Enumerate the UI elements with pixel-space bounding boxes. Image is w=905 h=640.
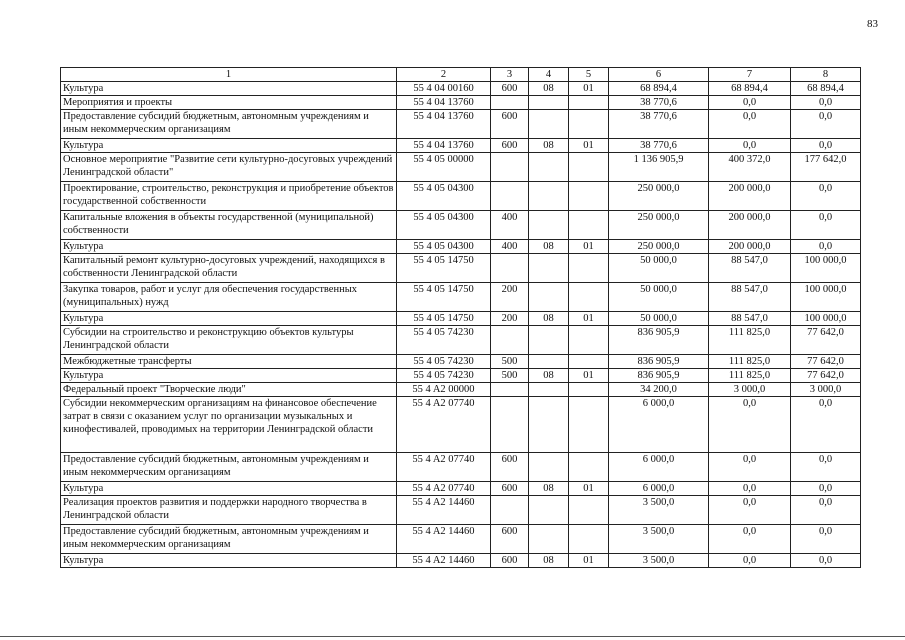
row-name: Федеральный проект "Творческие люди" — [61, 383, 397, 397]
row-pr — [569, 110, 609, 139]
table-row — [61, 211, 861, 240]
row-vr: 200 — [491, 283, 529, 312]
row-value-6: 6 000,0 — [609, 397, 709, 453]
row-vr: 600 — [491, 554, 529, 568]
row-rz — [529, 110, 569, 139]
row-code: 55 4 04 13760 — [397, 139, 491, 153]
row-value-8: 0,0 — [791, 496, 861, 525]
row-vr — [491, 496, 529, 525]
row-value-7: 111 825,0 — [709, 326, 791, 355]
row-value-8: 0,0 — [791, 453, 861, 482]
table-row — [61, 153, 861, 182]
row-pr — [569, 182, 609, 211]
header-cell: 6 — [609, 68, 709, 82]
row-code: 55 4 A2 07740 — [397, 453, 491, 482]
table-header-row — [61, 68, 861, 82]
row-rz — [529, 525, 569, 554]
row-rz — [529, 496, 569, 525]
row-rz — [529, 383, 569, 397]
row-vr — [491, 182, 529, 211]
row-value-8: 0,0 — [791, 211, 861, 240]
row-name: Предоставление субсидий бюджетным, автономным учреждениям и иным некоммерческим организациям — [61, 110, 397, 139]
header-cell: 8 — [791, 68, 861, 82]
row-value-7: 0,0 — [709, 96, 791, 110]
row-code: 55 4 A2 14460 — [397, 496, 491, 525]
header-cell: 7 — [709, 68, 791, 82]
row-value-6: 836 905,9 — [609, 355, 709, 369]
row-pr — [569, 326, 609, 355]
row-rz — [529, 96, 569, 110]
row-value-7: 0,0 — [709, 397, 791, 453]
row-rz — [529, 254, 569, 283]
table-row — [61, 453, 861, 482]
row-rz — [529, 211, 569, 240]
row-value-7: 0,0 — [709, 554, 791, 568]
row-value-7: 0,0 — [709, 110, 791, 139]
row-rz: 08 — [529, 240, 569, 254]
row-value-6: 34 200,0 — [609, 383, 709, 397]
row-value-6: 3 500,0 — [609, 496, 709, 525]
row-vr — [491, 96, 529, 110]
row-value-7: 88 547,0 — [709, 283, 791, 312]
row-value-8: 68 894,4 — [791, 82, 861, 96]
row-name: Закупка товаров, работ и услуг для обеспечения государственных (муниципальных) нужд — [61, 283, 397, 312]
row-name: Культура — [61, 369, 397, 383]
row-vr: 600 — [491, 453, 529, 482]
row-code: 55 4 04 13760 — [397, 110, 491, 139]
row-value-8: 0,0 — [791, 240, 861, 254]
row-value-8: 100 000,0 — [791, 283, 861, 312]
row-pr — [569, 153, 609, 182]
row-value-7: 88 547,0 — [709, 254, 791, 283]
row-name: Культура — [61, 240, 397, 254]
row-value-8: 3 000,0 — [791, 383, 861, 397]
row-pr — [569, 397, 609, 453]
row-code: 55 4 A2 14460 — [397, 554, 491, 568]
row-name: Проектирование, строительство, реконструкция и приобретение объектов государственной собственности — [61, 182, 397, 211]
row-pr: 01 — [569, 369, 609, 383]
table-row — [61, 283, 861, 312]
table-row — [61, 482, 861, 496]
row-code: 55 4 A2 07740 — [397, 397, 491, 453]
row-pr: 01 — [569, 82, 609, 96]
row-rz: 08 — [529, 554, 569, 568]
row-code: 55 4 A2 07740 — [397, 482, 491, 496]
table-row — [61, 254, 861, 283]
row-pr — [569, 355, 609, 369]
row-code: 55 4 05 14750 — [397, 312, 491, 326]
row-name: Реализация проектов развития и поддержки народного творчества в Ленинградской области — [61, 496, 397, 525]
row-name: Культура — [61, 482, 397, 496]
row-pr: 01 — [569, 240, 609, 254]
row-vr: 600 — [491, 82, 529, 96]
row-vr — [491, 397, 529, 453]
row-pr: 01 — [569, 554, 609, 568]
table-row — [61, 82, 861, 96]
row-pr: 01 — [569, 482, 609, 496]
row-value-7: 200 000,0 — [709, 240, 791, 254]
row-name: Капитальный ремонт культурно-досуговых учреждений, находящихся в собственности Ленинградской области — [61, 254, 397, 283]
row-code: 55 4 A2 14460 — [397, 525, 491, 554]
row-code: 55 4 05 04300 — [397, 182, 491, 211]
row-value-8: 0,0 — [791, 554, 861, 568]
row-name: Культура — [61, 312, 397, 326]
row-value-8: 0,0 — [791, 482, 861, 496]
row-value-6: 836 905,9 — [609, 326, 709, 355]
row-value-6: 250 000,0 — [609, 211, 709, 240]
row-value-7: 0,0 — [709, 453, 791, 482]
table-row — [61, 139, 861, 153]
row-value-6: 50 000,0 — [609, 254, 709, 283]
row-pr: 01 — [569, 312, 609, 326]
row-value-6: 6 000,0 — [609, 482, 709, 496]
table-row — [61, 554, 861, 568]
row-vr: 500 — [491, 355, 529, 369]
row-vr — [491, 153, 529, 182]
row-value-6: 6 000,0 — [609, 453, 709, 482]
row-rz — [529, 153, 569, 182]
table-row — [61, 355, 861, 369]
row-value-8: 177 642,0 — [791, 153, 861, 182]
row-name: Межбюджетные трансферты — [61, 355, 397, 369]
header-cell: 1 — [61, 68, 397, 82]
table-row — [61, 312, 861, 326]
row-value-8: 0,0 — [791, 182, 861, 211]
row-vr — [491, 326, 529, 355]
page-bottom-rule — [0, 636, 905, 637]
row-name: Культура — [61, 82, 397, 96]
row-value-7: 0,0 — [709, 482, 791, 496]
row-value-8: 100 000,0 — [791, 312, 861, 326]
row-value-7: 68 894,4 — [709, 82, 791, 96]
row-value-8: 0,0 — [791, 139, 861, 153]
row-vr: 500 — [491, 369, 529, 383]
row-rz: 08 — [529, 312, 569, 326]
row-value-7: 88 547,0 — [709, 312, 791, 326]
row-vr — [491, 254, 529, 283]
table-row — [61, 397, 861, 453]
row-value-8: 77 642,0 — [791, 326, 861, 355]
row-value-6: 250 000,0 — [609, 182, 709, 211]
row-vr: 200 — [491, 312, 529, 326]
row-code: 55 4 05 14750 — [397, 283, 491, 312]
row-value-6: 50 000,0 — [609, 312, 709, 326]
row-vr: 600 — [491, 482, 529, 496]
row-code: 55 4 05 74230 — [397, 326, 491, 355]
table-row — [61, 525, 861, 554]
row-value-7: 111 825,0 — [709, 369, 791, 383]
row-value-6: 250 000,0 — [609, 240, 709, 254]
row-rz: 08 — [529, 369, 569, 383]
row-value-7: 200 000,0 — [709, 182, 791, 211]
row-value-6: 1 136 905,9 — [609, 153, 709, 182]
row-value-8: 0,0 — [791, 96, 861, 110]
row-code: 55 4 05 04300 — [397, 211, 491, 240]
row-value-6: 3 500,0 — [609, 525, 709, 554]
row-value-7: 3 000,0 — [709, 383, 791, 397]
row-code: 55 4 05 14750 — [397, 254, 491, 283]
row-vr: 400 — [491, 240, 529, 254]
row-value-7: 0,0 — [709, 525, 791, 554]
row-pr — [569, 283, 609, 312]
row-pr — [569, 453, 609, 482]
row-vr — [491, 383, 529, 397]
row-rz — [529, 355, 569, 369]
table-row — [61, 369, 861, 383]
row-code: 55 4 04 00160 — [397, 82, 491, 96]
row-rz — [529, 182, 569, 211]
row-value-7: 400 372,0 — [709, 153, 791, 182]
header-cell: 3 — [491, 68, 529, 82]
row-name: Культура — [61, 554, 397, 568]
table-row — [61, 496, 861, 525]
table-row — [61, 326, 861, 355]
row-vr: 400 — [491, 211, 529, 240]
row-value-6: 50 000,0 — [609, 283, 709, 312]
row-code: 55 4 04 13760 — [397, 96, 491, 110]
header-cell: 5 — [569, 68, 609, 82]
row-value-8: 0,0 — [791, 110, 861, 139]
row-name: Капитальные вложения в объекты государственной (муниципальной) собственности — [61, 211, 397, 240]
row-value-6: 68 894,4 — [609, 82, 709, 96]
row-code: 55 4 05 74230 — [397, 369, 491, 383]
row-value-8: 77 642,0 — [791, 355, 861, 369]
row-value-8: 77 642,0 — [791, 369, 861, 383]
row-name: Субсидии некоммерческим организациям на финансовое обеспечение затрат в связи с оказанием услуг по организации музыкальных и кинофестивалей, проводимых на территории Ленинградской области — [61, 397, 397, 453]
row-rz: 08 — [529, 139, 569, 153]
header-cell: 2 — [397, 68, 491, 82]
row-value-6: 38 770,6 — [609, 139, 709, 153]
row-rz — [529, 283, 569, 312]
row-rz — [529, 453, 569, 482]
row-name: Культура — [61, 139, 397, 153]
table-row — [61, 240, 861, 254]
table-row — [61, 110, 861, 139]
table-row — [61, 383, 861, 397]
row-value-6: 836 905,9 — [609, 369, 709, 383]
row-pr — [569, 383, 609, 397]
row-vr: 600 — [491, 139, 529, 153]
table-row — [61, 96, 861, 110]
row-rz: 08 — [529, 482, 569, 496]
row-rz — [529, 326, 569, 355]
row-name: Субсидии на строительство и реконструкцию объектов культуры Ленинградской области — [61, 326, 397, 355]
budget-table — [60, 67, 861, 568]
row-value-8: 100 000,0 — [791, 254, 861, 283]
row-value-7: 0,0 — [709, 139, 791, 153]
row-pr — [569, 96, 609, 110]
row-value-6: 3 500,0 — [609, 554, 709, 568]
row-rz — [529, 397, 569, 453]
row-rz: 08 — [529, 82, 569, 96]
row-name: Предоставление субсидий бюджетным, автономным учреждениям и иным некоммерческим организациям — [61, 525, 397, 554]
row-code: 55 4 05 04300 — [397, 240, 491, 254]
row-value-7: 200 000,0 — [709, 211, 791, 240]
row-pr: 01 — [569, 139, 609, 153]
row-name: Предоставление субсидий бюджетным, автономным учреждениям и иным некоммерческим организациям — [61, 453, 397, 482]
header-cell: 4 — [529, 68, 569, 82]
row-name: Мероприятия и проекты — [61, 96, 397, 110]
row-code: 55 4 05 74230 — [397, 355, 491, 369]
table-row — [61, 182, 861, 211]
row-name: Основное мероприятие "Развитие сети культурно-досуговых учреждений Ленинградской области" — [61, 153, 397, 182]
row-code: 55 4 A2 00000 — [397, 383, 491, 397]
row-pr — [569, 211, 609, 240]
row-value-7: 0,0 — [709, 496, 791, 525]
row-value-7: 111 825,0 — [709, 355, 791, 369]
row-value-8: 0,0 — [791, 525, 861, 554]
row-pr — [569, 525, 609, 554]
row-value-8: 0,0 — [791, 397, 861, 453]
row-pr — [569, 496, 609, 525]
row-code: 55 4 05 00000 — [397, 153, 491, 182]
page-number: 83 — [867, 18, 878, 30]
row-pr — [569, 254, 609, 283]
row-value-6: 38 770,6 — [609, 110, 709, 139]
row-vr: 600 — [491, 110, 529, 139]
row-vr: 600 — [491, 525, 529, 554]
row-value-6: 38 770,6 — [609, 96, 709, 110]
